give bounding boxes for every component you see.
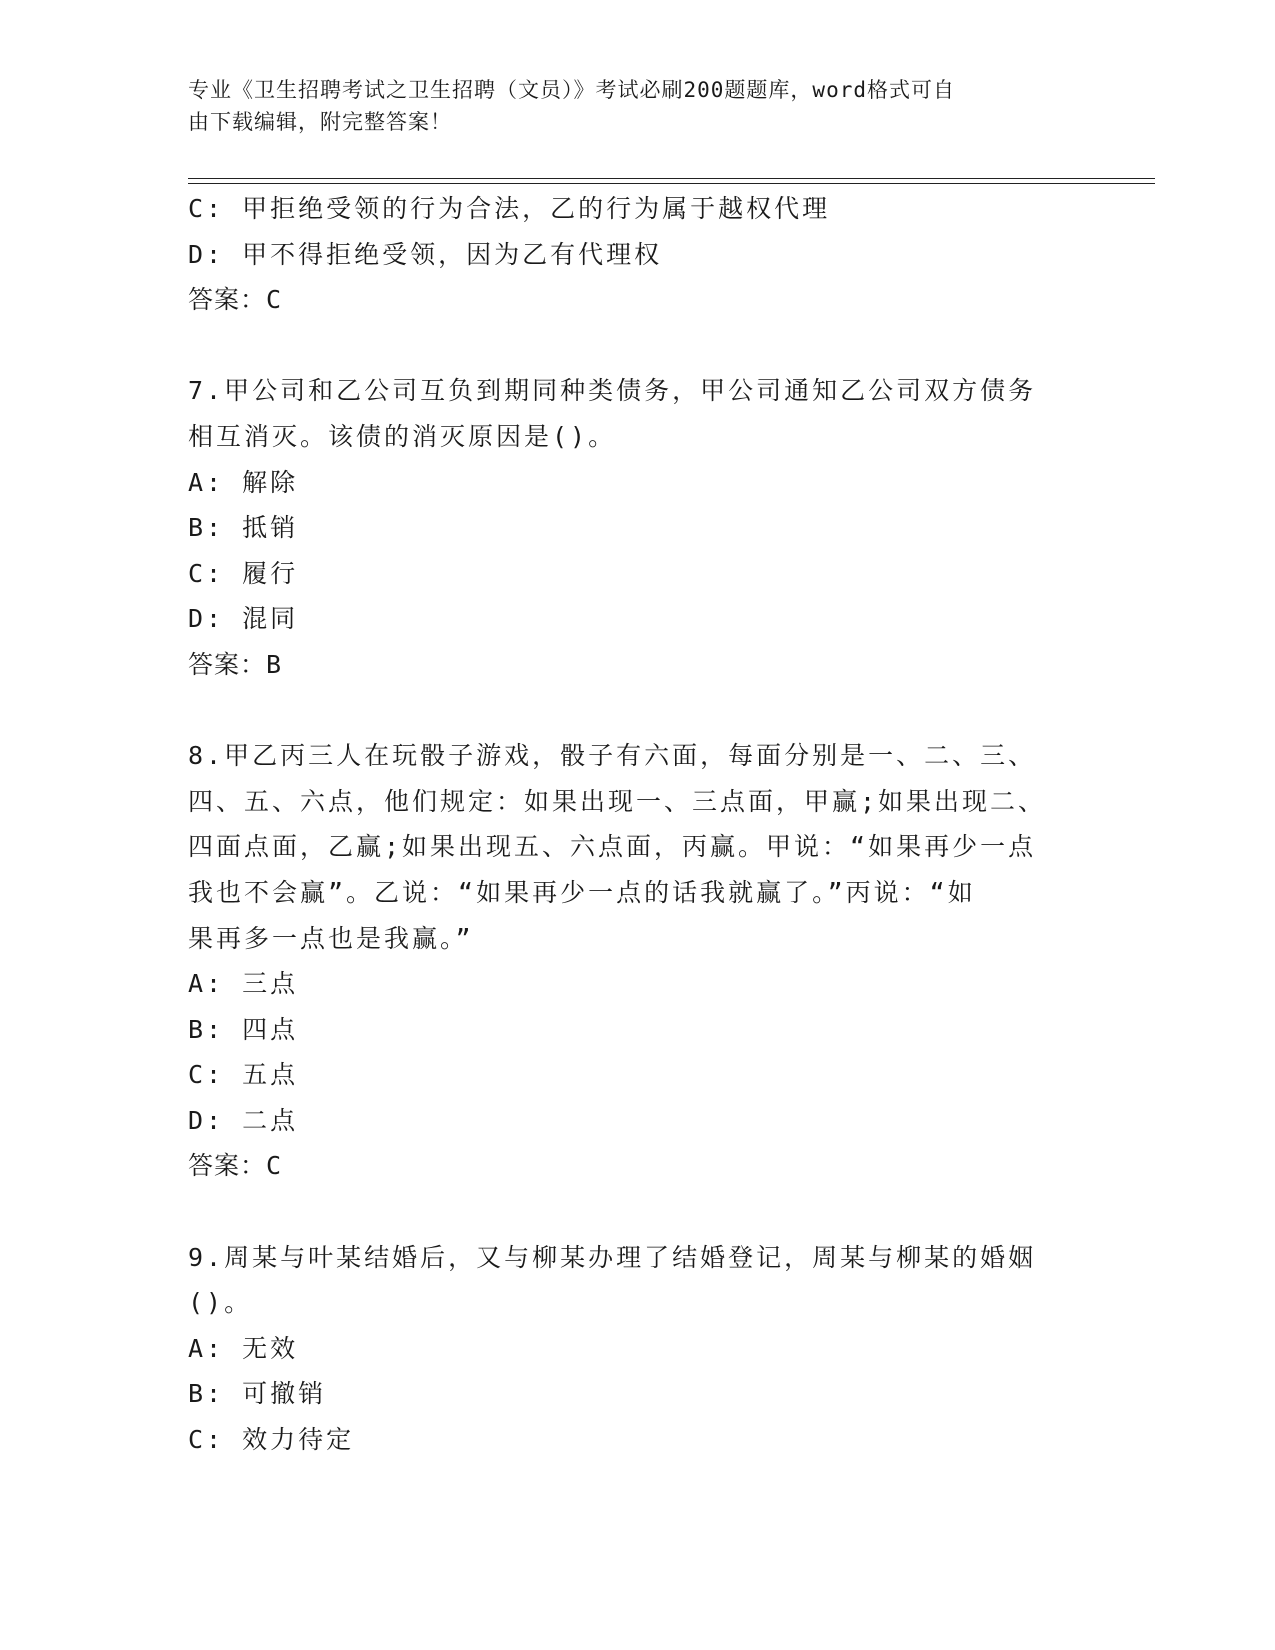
q8-answer: 答案：C <box>188 1151 283 1181</box>
q8-option-d: D: 二点 <box>188 1105 299 1135</box>
q9-stem-line-1: 9.周某与叶某结婚后，又与柳某办理了结婚登记，周某与柳某的婚姻 <box>188 1242 1037 1272</box>
question-6 <box>188 186 1088 323</box>
q7-option-d: D: 混同 <box>188 604 299 634</box>
document-header <box>188 74 1068 138</box>
q7-option-c: C: 履行 <box>188 558 299 588</box>
q7-stem-line-1: 7.甲公司和乙公司互负到期同种类债务，甲公司通知乙公司双方债务 <box>188 376 1037 406</box>
q6-answer: 答案：C <box>188 285 283 315</box>
q8-stem-line-4: 我也不会赢”。乙说：“如果再少一点的话我就赢了。”丙说：“如 <box>188 877 976 907</box>
question-9 <box>188 1235 1088 1463</box>
q9-stem-line-2: ()。 <box>188 1288 253 1318</box>
question-list <box>188 186 1088 1463</box>
spacer <box>188 688 1088 734</box>
q8-option-c: C: 五点 <box>188 1060 299 1090</box>
q7-answer: 答案：B <box>188 649 283 679</box>
q7-option-b: B: 抵销 <box>188 513 299 543</box>
q6-option-c: C: 甲拒绝受领的行为合法，乙的行为属于越权代理 <box>188 194 831 223</box>
q8-stem-line-3: 四面点面，乙赢;如果出现五、六点面，丙赢。甲说：“如果再少一点 <box>188 832 1037 862</box>
header-divider-top <box>188 178 1155 179</box>
spacer <box>188 323 1088 369</box>
question-7 <box>188 368 1088 687</box>
q6-option-d: D: 甲不得拒绝受领，因为乙有代理权 <box>188 239 663 269</box>
q9-option-a: A: 无效 <box>188 1333 299 1363</box>
q8-stem-line-5: 果再多一点也是我赢。” <box>188 923 474 953</box>
spacer <box>188 1189 1088 1235</box>
question-8 <box>188 733 1088 1189</box>
header-divider-bottom <box>188 183 1155 184</box>
q8-stem-line-2: 四、五、六点，他们规定：如果出现一、三点面，甲赢;如果出现二、 <box>188 786 1047 816</box>
q8-option-b: B: 四点 <box>188 1014 299 1044</box>
q7-option-a: A: 解除 <box>188 467 299 497</box>
header-line-1: 专业《卫生招聘考试之卫生招聘（文员）》考试必刷200题题库，word格式可自 <box>188 78 955 102</box>
header-line-2: 由下载编辑，附完整答案！ <box>188 110 452 134</box>
q8-stem-line-1: 8.甲乙丙三人在玩骰子游戏，骰子有六面，每面分别是一、二、三、 <box>188 741 1037 771</box>
q8-option-a: A: 三点 <box>188 969 299 999</box>
q9-option-c: C: 效力待定 <box>188 1425 355 1455</box>
q9-option-b: B: 可撤销 <box>188 1379 327 1409</box>
q7-stem-line-2: 相互消灭。该债的消灭原因是()。 <box>188 421 617 451</box>
